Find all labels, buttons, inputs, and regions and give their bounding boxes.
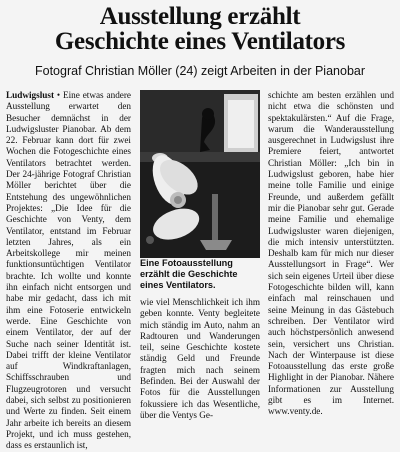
- column-3-text: schichte am besten erzählen und nicht etwa die schönsten und spektakulärsten.“ Auf die Frage, warum die Wanderausstellung ausgerechnet in Ludwigslust ihre Premiere feiert, antwortet Christian Möller: „Ich bin in Ludwigslust geboren, habe hier meine tolle Familie und einige Freunde, und außerdem gefällt mir die Pianobar sehr gut. Gerade meine Familie und ehemalige Ludwigsluster waren diejenigen, die mich intensiv unterstützten. Deshalb kam für mich nur dieser Ausstellungsort in Frage“. Wer sich sein eigenes Urteil über diese Fotogeschichte bilden will, kann einfach mal reinschauen und seine Meinung in das Gästebuch schreiben. Der Ventilator wird auch höchstpersönlich anwesend sein, versichert uns Christian. Nach der Winterpause ist diese Fotoausstellung das erste große Highlight in der Pianobar. Nähere Informationen zur Ausstellung gibt es im Internet. www.venty.de.: [268, 90, 394, 417]
- article-column-1: [6, 90, 131, 451]
- column-2-text: wie viel Menschlichkeit ich ihm geben konnte. Venty begleitete mich ständig im Auto, nahm an Radtouren und Wanderungen teil, seine Geschichte kostete ständig Geld und Freunde fragten mich nach seinem Befinden. Bei der Auswahl der Fotos für die Ausstellungen fokussiere ich das Wesentliche, über die Ventys Ge-: [140, 297, 260, 420]
- column-1-body: • Eine etwas andere Ausstellung erwartet den Besucher demnächst in der Ludwigsluster Pianobar. Ab dem 22. Februar kann dort für zwei Wochen die Fotogeschichte eines Ventilators betrachtet werden. Der 24-jährige Fotograf Christian Möller berichtet über die Entstehung des ungewöhnlichen Projektes: „Die Idee für die Geschichte von Venty, dem Ventilator, entstand im Februar letzten Jahres, als ein Arbeitskollege mir meinen funktionsuntüchtigen Ventilator brachte. Ich wollte und konnte ihn einfach nicht entsorgen und habe mir gedacht, dass ich mit ihm eine Fotoserie entwickeln werde. Eine Geschichte von einem Ventilator, der auf der Suche nach seiner Identität ist. Dabei trifft der kleine Ventilator auf Windkraftanlagen, Schiffsschrauben und Flugzeugrotoren und versucht dabei, sich selbst zu positionieren und Werte zu finden. Seit einem Jahr arbeite ich bereits an diesem Projekt, und ich muss gestehen, dass es erstaunlich ist,: [6, 90, 131, 451]
- fan-photo-image: [140, 90, 260, 258]
- article-photo: [140, 90, 260, 258]
- article-column-2: [140, 297, 260, 420]
- article-column-3: [268, 90, 394, 417]
- headline: [8, 4, 392, 54]
- photo-caption: Eine Fotoausstellung erzählt die Geschichte eines Ventilators.: [140, 258, 238, 290]
- headline-line-1: Ausstellung erzählt: [99, 3, 301, 30]
- headline-line-2: Geschichte eines Ventilators: [54, 28, 346, 55]
- column-1-text: [6, 90, 131, 452]
- dateline: Ludwigslust: [6, 90, 55, 100]
- subheadline: Fotograf Christian Möller (24) zeigt Arbeiten in der Pianobar: [34, 64, 366, 78]
